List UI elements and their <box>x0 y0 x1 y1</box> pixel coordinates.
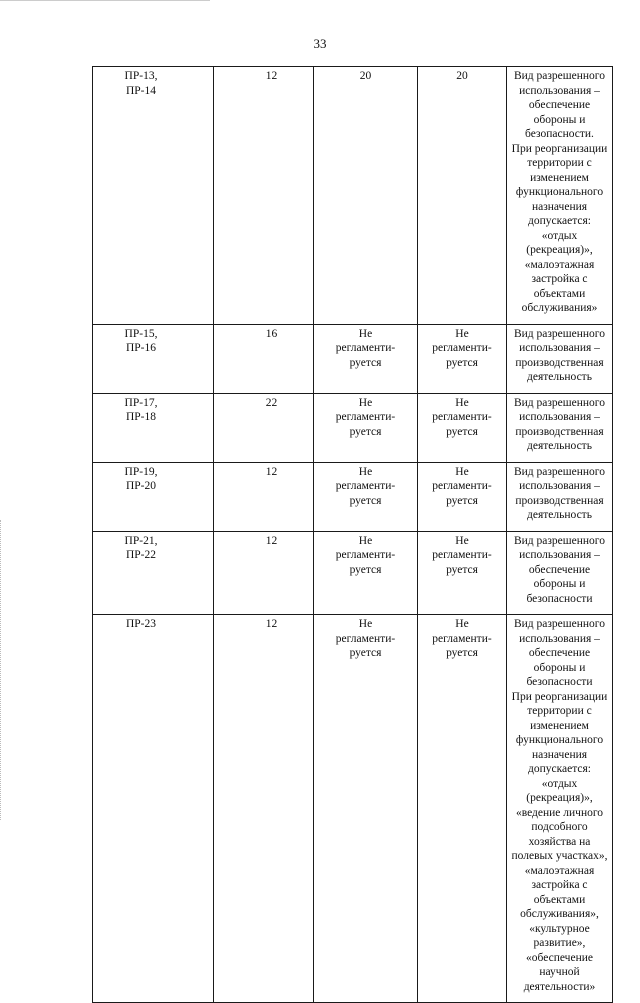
cell-coverage-line: руется <box>446 494 478 507</box>
cell-zone-code-line: ПР-22 <box>125 549 157 561</box>
cell-zone-code <box>93 67 214 325</box>
cell-coverage-line: регламенти- <box>432 342 492 354</box>
cell-height-line: руется <box>349 647 382 659</box>
cell-description-line: деятельность <box>527 371 592 383</box>
cell-description-line: территории с изменением <box>527 705 592 732</box>
cell-zone-code-line: ПР-20 <box>125 480 157 492</box>
cell-area <box>214 462 314 531</box>
cell-description-line: При реорганизации <box>511 690 608 703</box>
cell-description-line: безопасности. <box>525 128 594 140</box>
cell-coverage-line: 20 <box>456 70 468 82</box>
cell-description <box>507 462 613 531</box>
cell-coverage <box>418 67 507 325</box>
cell-description-line: «ведение личного <box>515 806 604 819</box>
cell-zone-code-line: ПР-16 <box>125 342 157 354</box>
cell-description-line: Вид разрешенного <box>513 534 605 547</box>
cell-area-value: 12 <box>265 465 278 478</box>
cell-zone-code <box>93 615 214 1003</box>
cell-coverage-line: регламенти- <box>432 411 492 423</box>
cell-coverage-line: Не <box>455 465 469 478</box>
cell-area-value: 12 <box>265 534 278 547</box>
cell-description-line: объектами обслуживания», <box>520 893 599 920</box>
table-row <box>93 531 613 615</box>
cell-height <box>314 324 418 393</box>
cell-description-line: безопасности <box>526 676 593 688</box>
cell-description-line: Вид разрешенного <box>513 465 605 478</box>
cell-description-line: обеспечение обороны и <box>528 563 591 590</box>
cell-height-line: Не <box>358 396 373 409</box>
cell-area-value: 12 <box>265 70 278 82</box>
cell-coverage <box>418 462 507 531</box>
cell-zone-code <box>93 531 214 615</box>
cell-description-line: производственная <box>515 425 604 438</box>
page-number: 33 <box>313 36 327 51</box>
cell-description-line: назначения допускается: <box>528 748 591 775</box>
cell-description-line: функционального <box>515 734 604 746</box>
cell-description-line: Вид разрешенного <box>513 396 605 409</box>
cell-coverage-line: регламенти- <box>432 632 492 645</box>
cell-height-line: регламенти- <box>335 342 396 354</box>
cell-coverage <box>418 324 507 393</box>
cell-height-line: руется <box>349 425 382 438</box>
table-row <box>93 615 613 1003</box>
cell-description-line: использования – <box>519 411 600 423</box>
cell-height-line: регламенти- <box>335 480 396 492</box>
cell-zone-code <box>93 393 214 462</box>
cell-description-line: назначения допускается: <box>528 200 591 227</box>
cell-coverage-line: регламенти- <box>432 549 492 561</box>
cell-description-line: полевых участках», <box>511 850 608 862</box>
cell-height-line: Не <box>358 618 373 630</box>
cell-height <box>314 531 418 615</box>
cell-height-line: руется <box>349 494 382 507</box>
cell-description-line: использования – <box>519 84 600 97</box>
cell-description-line: деятельность <box>527 440 592 452</box>
cell-area-value: 12 <box>265 618 278 630</box>
cell-coverage-line: регламенти- <box>432 480 492 492</box>
cell-coverage-line: Не <box>455 618 469 630</box>
cell-description-line: При реорганизации <box>511 142 608 155</box>
cell-coverage-line: руется <box>446 356 478 369</box>
cell-description <box>507 324 613 393</box>
cell-height-line: Не <box>358 465 373 478</box>
cell-height <box>314 393 418 462</box>
cell-coverage-line: руется <box>446 563 478 576</box>
cell-description-line: объектами обслуживания» <box>521 287 598 314</box>
cell-height-line: 20 <box>359 70 372 82</box>
table-row <box>93 67 613 325</box>
cell-description-line: Вид разрешенного <box>513 618 605 630</box>
cell-coverage-line: Не <box>455 327 469 340</box>
cell-description <box>507 67 613 325</box>
scan-artifact-edge <box>0 520 3 820</box>
cell-description <box>507 393 613 462</box>
cell-description-line: «малоэтажная застройка с <box>524 864 595 891</box>
cell-description-line: Вид разрешенного <box>513 70 605 82</box>
cell-description-line: функционального <box>515 186 604 198</box>
table-row <box>93 324 613 393</box>
cell-area <box>214 67 314 325</box>
cell-description-line: «культурное развитие», <box>529 922 590 949</box>
cell-description-line: «отдых (рекреация)», <box>526 229 593 256</box>
cell-description-line: безопасности <box>526 592 593 605</box>
cell-zone-code-line: ПР-14 <box>125 84 157 97</box>
cell-description-line: Вид разрешенного <box>513 327 605 340</box>
cell-description <box>507 615 613 1003</box>
scan-artifact-top <box>0 0 210 1</box>
cell-height-line: регламенти- <box>335 632 396 645</box>
cell-coverage-line: руется <box>446 647 478 659</box>
cell-description-line: производственная <box>515 356 604 369</box>
cell-description-line: территории с изменением <box>527 157 592 184</box>
cell-zone-code-line: ПР-19, <box>124 465 158 478</box>
cell-height <box>314 67 418 325</box>
cell-description-line: использования – <box>519 549 600 561</box>
cell-height-line: регламенти- <box>335 411 396 423</box>
cell-height <box>314 615 418 1003</box>
cell-zone-code-line: ПР-15, <box>124 327 158 340</box>
cell-area <box>214 393 314 462</box>
cell-coverage-line: Не <box>455 396 469 409</box>
cell-description-line: деятельность <box>527 509 592 521</box>
cell-height-line: Не <box>358 534 373 547</box>
cell-coverage-line: руется <box>446 425 478 438</box>
cell-description-line: подсобного хозяйства на <box>528 821 591 848</box>
table-body <box>93 67 613 1003</box>
cell-description-line: обеспечение обороны и <box>528 647 591 674</box>
cell-description-line: использования – <box>519 342 600 354</box>
cell-height <box>314 462 418 531</box>
cell-description-line: производственная <box>515 494 604 507</box>
cell-coverage <box>418 393 507 462</box>
zoning-regulations-table <box>92 66 613 1003</box>
cell-area-value: 22 <box>265 396 278 409</box>
cell-area <box>214 531 314 615</box>
cell-area <box>214 324 314 393</box>
cell-height-line: руется <box>349 563 382 576</box>
cell-zone-code-line: ПР-18 <box>125 411 157 423</box>
cell-description-line: «малоэтажная застройка с <box>524 258 595 285</box>
cell-area <box>214 615 314 1003</box>
cell-zone-code <box>93 324 214 393</box>
cell-zone-code-line: ПР-13, <box>124 70 158 82</box>
cell-height-line: регламенти- <box>335 549 396 561</box>
cell-coverage <box>418 531 507 615</box>
cell-height-line: Не <box>358 327 373 340</box>
cell-coverage <box>418 615 507 1003</box>
cell-description-line: обеспечение обороны и <box>528 99 591 126</box>
cell-zone-code-line: ПР-23 <box>125 618 157 630</box>
cell-coverage-line: Не <box>455 534 469 547</box>
cell-description-line: использования – <box>519 632 600 645</box>
cell-zone-code-line: ПР-21, <box>124 534 158 547</box>
cell-description-line: деятельности» <box>523 980 596 993</box>
cell-description-line: «отдых (рекреация)», <box>526 777 593 804</box>
cell-description-line: использования – <box>519 480 600 492</box>
cell-height-line: руется <box>349 356 382 369</box>
cell-description <box>507 531 613 615</box>
cell-area-value: 16 <box>265 327 278 340</box>
cell-description-line: «обеспечение научной <box>526 951 593 978</box>
table-row <box>93 462 613 531</box>
cell-zone-code <box>93 462 214 531</box>
cell-zone-code-line: ПР-17, <box>124 396 158 409</box>
table-row <box>93 393 613 462</box>
